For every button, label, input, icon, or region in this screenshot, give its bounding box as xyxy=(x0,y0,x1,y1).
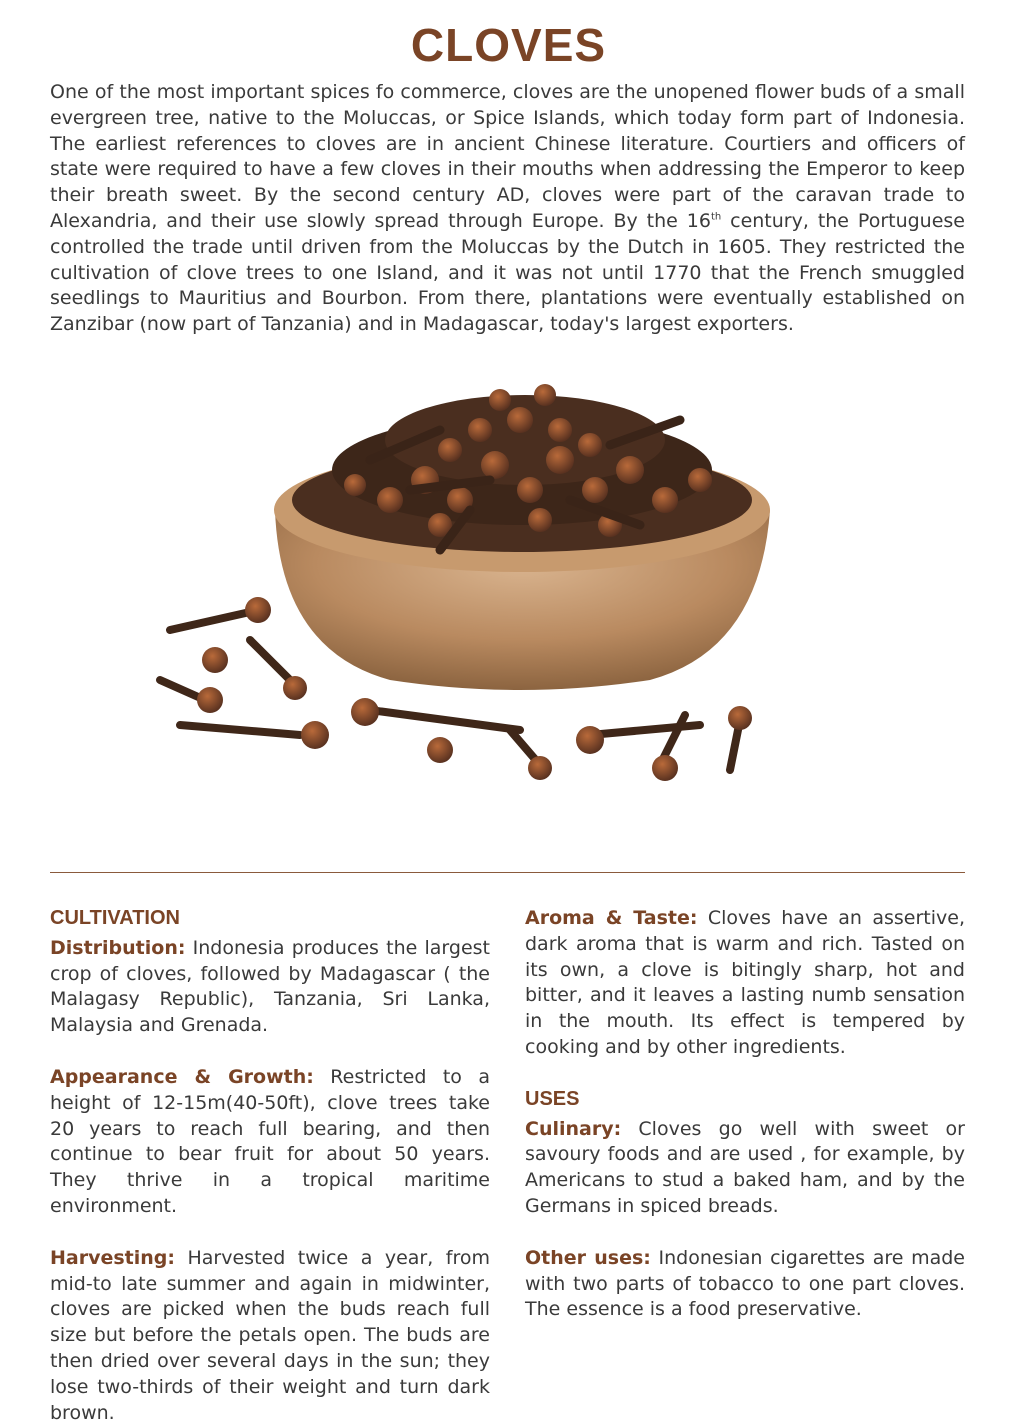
culinary-text: Cloves go well with sweet or savoury foods and are used , for example, by Americans to stud a baked ham, and by the Germans in spiced breads. xyxy=(525,1117,965,1217)
harvesting-paragraph xyxy=(50,1246,490,1426)
distribution-label: Distribution: xyxy=(50,936,186,959)
aroma-label: Aroma & Taste: xyxy=(525,907,698,929)
distribution-paragraph xyxy=(50,936,490,1039)
appearance-label: Appearance & Growth: xyxy=(50,1065,314,1088)
cloves-bowl-photo xyxy=(140,350,900,790)
intro-text-part1: One of the most important spices fo commerce, cloves are the unopened flower buds of a small evergreen tree, native to the Moluccas, or Spice Islands, which today form part of Indonesia. The earliest references to cloves are in ancient Chinese literature. Courtiers and officers of state were required to have a few cloves in their mouths when addressing the Emperor to keep their breath sweet. By the second century AD, cloves were part of the caravan trade to Alexandria, and their use slowly spread through Europe. By the 16 xyxy=(50,81,965,232)
distribution-text: Indonesia produces the largest crop of cloves, followed by Madagascar ( the Malagasy Republic), Tanzania, Sri Lanka, Malaysia and Grenada. xyxy=(50,936,490,1037)
aroma-paragraph xyxy=(525,906,965,1061)
aroma-text: Cloves have an assertive, dark aroma that is warm and rich. Tasted on its own, a clove is bitingly sharp, hot and bitter, and it leaves a lasting numb sensation in the mouth. Its effect is tempered by cooking and by other ingredients. xyxy=(525,907,965,1058)
page-title: CLOVES xyxy=(410,19,607,71)
cultivation-heading: CULTIVATION xyxy=(50,907,180,929)
other-uses-label: Other uses: xyxy=(525,1246,651,1269)
culinary-paragraph xyxy=(525,1117,965,1220)
intro-superscript: th xyxy=(710,211,722,223)
culinary-label: Culinary: xyxy=(525,1117,622,1140)
left-column xyxy=(50,906,490,1426)
section-divider xyxy=(50,872,965,873)
harvesting-label: Harvesting: xyxy=(50,1246,175,1269)
appearance-paragraph xyxy=(50,1065,490,1220)
uses-heading: USES xyxy=(525,1087,580,1110)
appearance-text: Restricted to a height of 12-15m(40-50ft), clove trees take 20 years to reach full bearing, and then continue to bear fruit for about 50 years. They thrive in a tropical maritime environment. xyxy=(50,1065,490,1217)
other-uses-paragraph xyxy=(525,1246,965,1323)
other-uses-text: Indonesian cigarettes are made with two parts of tobacco to one part cloves. The essence is a food preservative. xyxy=(525,1246,965,1321)
right-column xyxy=(525,906,965,1323)
intro-text-part2: century, the Portuguese controlled the trade until driven from the Moluccas by the Dutch in 1605. They restricted the cultivation of clove trees to one Island, and it was not until 1770 that the French smuggled seedlings to Mauritius and Bourbon. From there, plantations were eventually established on Zanzibar (now part of Tanzania) and in Madagascar, today's largest exporters. xyxy=(50,209,965,336)
harvesting-text: Harvested twice a year, from mid-to late summer and again in midwinter, cloves are picked when the buds reach full size but before the petals open. The buds are then dried over several days in the sun; they lose two-thirds of their weight and turn dark brown. xyxy=(50,1246,490,1424)
intro-paragraph xyxy=(50,80,965,338)
